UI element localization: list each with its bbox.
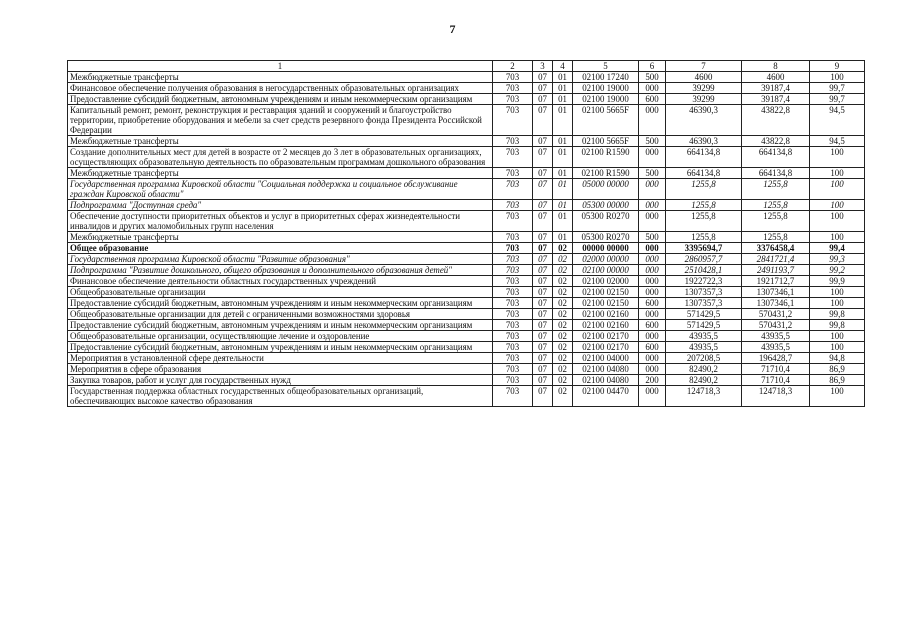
table-row bbox=[68, 243, 865, 254]
section-cell: 07 bbox=[533, 364, 553, 375]
ministry-code-cell: 703 bbox=[493, 83, 533, 94]
item-name-cell: Общеобразовательные организации, осуществляющие лечение и оздоровление bbox=[68, 331, 493, 342]
executed-amount-cell: 1255,8 bbox=[742, 200, 810, 211]
subsection-cell: 01 bbox=[553, 136, 573, 147]
executed-amount-cell: 43935,5 bbox=[742, 342, 810, 353]
target-article-cell: 02100 5665F bbox=[573, 105, 639, 136]
item-name-cell: Государственная поддержка областных государственных общеобразовательных организаций, обеспечивающих высокое качество образования bbox=[68, 386, 493, 407]
subsection-cell: 02 bbox=[553, 265, 573, 276]
expense-type-cell: 000 bbox=[639, 309, 666, 320]
planned-amount-cell: 571429,5 bbox=[666, 320, 742, 331]
item-name-cell: Предоставление субсидий бюджетным, автономным учреждениям и иным некоммерческим организациям bbox=[68, 342, 493, 353]
planned-amount-cell: 46390,3 bbox=[666, 105, 742, 136]
item-name-cell: Общеобразовательные организации bbox=[68, 287, 493, 298]
executed-amount-cell: 39187,4 bbox=[742, 94, 810, 105]
expense-type-cell: 000 bbox=[639, 386, 666, 407]
executed-amount-cell: 39187,4 bbox=[742, 83, 810, 94]
execution-percent-cell: 99,3 bbox=[810, 254, 865, 265]
header-cell: 8 bbox=[742, 61, 810, 72]
target-article-cell: 02100 02150 bbox=[573, 287, 639, 298]
planned-amount-cell: 664134,8 bbox=[666, 168, 742, 179]
item-name-cell: Мероприятия в установленной сфере деятельности bbox=[68, 353, 493, 364]
expense-type-cell: 500 bbox=[639, 168, 666, 179]
item-name-cell: Финансовое обеспечение деятельности областных государственных учреждений bbox=[68, 276, 493, 287]
item-name-cell: Предоставление субсидий бюджетным, автономным учреждениям и иным некоммерческим организациям bbox=[68, 94, 493, 105]
ministry-code-cell: 703 bbox=[493, 287, 533, 298]
execution-percent-cell: 100 bbox=[810, 200, 865, 211]
expense-type-cell: 000 bbox=[639, 243, 666, 254]
target-article-cell: 02100 19000 bbox=[573, 94, 639, 105]
section-cell: 07 bbox=[533, 342, 553, 353]
table-row bbox=[68, 136, 865, 147]
target-article-cell: 02100 R1590 bbox=[573, 168, 639, 179]
planned-amount-cell: 1922722,3 bbox=[666, 276, 742, 287]
table-row bbox=[68, 309, 865, 320]
section-cell: 07 bbox=[533, 200, 553, 211]
ministry-code-cell: 703 bbox=[493, 254, 533, 265]
subsection-cell: 01 bbox=[553, 168, 573, 179]
target-article-cell: 00000 00000 bbox=[573, 243, 639, 254]
table-row bbox=[68, 320, 865, 331]
subsection-cell: 02 bbox=[553, 287, 573, 298]
subsection-cell: 02 bbox=[553, 298, 573, 309]
header-cell: 1 bbox=[68, 61, 493, 72]
planned-amount-cell: 82490,2 bbox=[666, 364, 742, 375]
section-cell: 07 bbox=[533, 232, 553, 243]
executed-amount-cell: 1921712,7 bbox=[742, 276, 810, 287]
target-article-cell: 02100 04080 bbox=[573, 364, 639, 375]
section-cell: 07 bbox=[533, 375, 553, 386]
execution-percent-cell: 94,8 bbox=[810, 353, 865, 364]
execution-percent-cell: 100 bbox=[810, 342, 865, 353]
table-row bbox=[68, 364, 865, 375]
subsection-cell: 02 bbox=[553, 386, 573, 407]
target-article-cell: 02100 R1590 bbox=[573, 147, 639, 168]
subsection-cell: 02 bbox=[553, 353, 573, 364]
item-name-cell: Закупка товаров, работ и услуг для государственных нужд bbox=[68, 375, 493, 386]
expense-type-cell: 000 bbox=[639, 265, 666, 276]
planned-amount-cell: 124718,3 bbox=[666, 386, 742, 407]
executed-amount-cell: 2841721,4 bbox=[742, 254, 810, 265]
subsection-cell: 01 bbox=[553, 147, 573, 168]
budget-table bbox=[67, 60, 865, 407]
ministry-code-cell: 703 bbox=[493, 232, 533, 243]
item-name-cell: Предоставление субсидий бюджетным, автономным учреждениям и иным некоммерческим организациям bbox=[68, 298, 493, 309]
subsection-cell: 02 bbox=[553, 364, 573, 375]
executed-amount-cell: 664134,8 bbox=[742, 168, 810, 179]
item-name-cell: Межбюджетные трансферты bbox=[68, 136, 493, 147]
expense-type-cell: 000 bbox=[639, 287, 666, 298]
section-cell: 07 bbox=[533, 254, 553, 265]
target-article-cell: 02100 02160 bbox=[573, 309, 639, 320]
ministry-code-cell: 703 bbox=[493, 147, 533, 168]
planned-amount-cell: 1307357,3 bbox=[666, 287, 742, 298]
planned-amount-cell: 39299 bbox=[666, 83, 742, 94]
ministry-code-cell: 703 bbox=[493, 353, 533, 364]
table-row bbox=[68, 168, 865, 179]
ministry-code-cell: 703 bbox=[493, 386, 533, 407]
executed-amount-cell: 1255,8 bbox=[742, 211, 810, 232]
section-cell: 07 bbox=[533, 276, 553, 287]
execution-percent-cell: 99,7 bbox=[810, 83, 865, 94]
executed-amount-cell: 43935,5 bbox=[742, 331, 810, 342]
target-article-cell: 02100 17240 bbox=[573, 72, 639, 83]
planned-amount-cell: 1255,8 bbox=[666, 200, 742, 211]
item-name-cell: Общеобразовательные организации для детей с ограниченными возможностями здоровья bbox=[68, 309, 493, 320]
ministry-code-cell: 703 bbox=[493, 320, 533, 331]
execution-percent-cell: 99,8 bbox=[810, 320, 865, 331]
ministry-code-cell: 703 bbox=[493, 94, 533, 105]
table-row bbox=[68, 105, 865, 136]
executed-amount-cell: 71710,4 bbox=[742, 364, 810, 375]
expense-type-cell: 600 bbox=[639, 298, 666, 309]
planned-amount-cell: 1255,8 bbox=[666, 232, 742, 243]
table-row bbox=[68, 232, 865, 243]
target-article-cell: 05300 R0270 bbox=[573, 232, 639, 243]
planned-amount-cell: 1307357,3 bbox=[666, 298, 742, 309]
executed-amount-cell: 196428,7 bbox=[742, 353, 810, 364]
expense-type-cell: 000 bbox=[639, 179, 666, 200]
expense-type-cell: 600 bbox=[639, 342, 666, 353]
section-cell: 07 bbox=[533, 309, 553, 320]
table-row bbox=[68, 211, 865, 232]
subsection-cell: 02 bbox=[553, 276, 573, 287]
table-row bbox=[68, 72, 865, 83]
item-name-cell: Межбюджетные трансферты bbox=[68, 232, 493, 243]
section-cell: 07 bbox=[533, 265, 553, 276]
expense-type-cell: 500 bbox=[639, 136, 666, 147]
subsection-cell: 02 bbox=[553, 375, 573, 386]
item-name-cell: Обеспечение доступности приоритетных объектов и услуг в приоритетных сферах жизнедеятельности инвалидов и других маломобильных групп населения bbox=[68, 211, 493, 232]
page-number: 7 bbox=[449, 22, 456, 36]
section-cell: 07 bbox=[533, 147, 553, 168]
expense-type-cell: 000 bbox=[639, 147, 666, 168]
section-cell: 07 bbox=[533, 386, 553, 407]
table-row bbox=[68, 353, 865, 364]
planned-amount-cell: 1255,8 bbox=[666, 179, 742, 200]
expense-type-cell: 000 bbox=[639, 331, 666, 342]
section-cell: 07 bbox=[533, 72, 553, 83]
ministry-code-cell: 703 bbox=[493, 276, 533, 287]
planned-amount-cell: 571429,5 bbox=[666, 309, 742, 320]
executed-amount-cell: 1307346,1 bbox=[742, 287, 810, 298]
expense-type-cell: 600 bbox=[639, 320, 666, 331]
section-cell: 07 bbox=[533, 136, 553, 147]
header-cell: 9 bbox=[810, 61, 865, 72]
target-article-cell: 05300 R0270 bbox=[573, 211, 639, 232]
execution-percent-cell: 100 bbox=[810, 386, 865, 407]
expense-type-cell: 000 bbox=[639, 105, 666, 136]
item-name-cell: Межбюджетные трансферты bbox=[68, 168, 493, 179]
executed-amount-cell: 43822,8 bbox=[742, 105, 810, 136]
section-cell: 07 bbox=[533, 331, 553, 342]
item-name-cell: Общее образование bbox=[68, 243, 493, 254]
target-article-cell: 02100 5665F bbox=[573, 136, 639, 147]
target-article-cell: 02000 00000 bbox=[573, 254, 639, 265]
subsection-cell: 01 bbox=[553, 200, 573, 211]
table-row bbox=[68, 375, 865, 386]
ministry-code-cell: 703 bbox=[493, 136, 533, 147]
target-article-cell: 02100 04080 bbox=[573, 375, 639, 386]
ministry-code-cell: 703 bbox=[493, 265, 533, 276]
subsection-cell: 01 bbox=[553, 72, 573, 83]
section-cell: 07 bbox=[533, 320, 553, 331]
ministry-code-cell: 703 bbox=[493, 298, 533, 309]
header-cell: 6 bbox=[639, 61, 666, 72]
header-cell: 5 bbox=[573, 61, 639, 72]
subsection-cell: 01 bbox=[553, 211, 573, 232]
ministry-code-cell: 703 bbox=[493, 105, 533, 136]
executed-amount-cell: 1255,8 bbox=[742, 232, 810, 243]
executed-amount-cell: 570431,2 bbox=[742, 309, 810, 320]
section-cell: 07 bbox=[533, 243, 553, 254]
execution-percent-cell: 100 bbox=[810, 287, 865, 298]
expense-type-cell: 000 bbox=[639, 254, 666, 265]
expense-type-cell: 200 bbox=[639, 375, 666, 386]
header-cell: 2 bbox=[493, 61, 533, 72]
ministry-code-cell: 703 bbox=[493, 342, 533, 353]
section-cell: 07 bbox=[533, 179, 553, 200]
subsection-cell: 01 bbox=[553, 83, 573, 94]
section-cell: 07 bbox=[533, 287, 553, 298]
table-row bbox=[68, 147, 865, 168]
execution-percent-cell: 86,9 bbox=[810, 364, 865, 375]
header-cell: 4 bbox=[553, 61, 573, 72]
target-article-cell: 02100 04470 bbox=[573, 386, 639, 407]
ministry-code-cell: 703 bbox=[493, 375, 533, 386]
execution-percent-cell: 99,2 bbox=[810, 265, 865, 276]
expense-type-cell: 000 bbox=[639, 200, 666, 211]
expense-type-cell: 000 bbox=[639, 364, 666, 375]
section-cell: 07 bbox=[533, 353, 553, 364]
execution-percent-cell: 100 bbox=[810, 232, 865, 243]
executed-amount-cell: 3376458,4 bbox=[742, 243, 810, 254]
table-row bbox=[68, 94, 865, 105]
ministry-code-cell: 703 bbox=[493, 243, 533, 254]
table-row bbox=[68, 298, 865, 309]
subsection-cell: 02 bbox=[553, 243, 573, 254]
executed-amount-cell: 4600 bbox=[742, 72, 810, 83]
item-name-cell: Мероприятия в сфере образования bbox=[68, 364, 493, 375]
target-article-cell: 05300 00000 bbox=[573, 200, 639, 211]
section-cell: 07 bbox=[533, 105, 553, 136]
executed-amount-cell: 71710,4 bbox=[742, 375, 810, 386]
subsection-cell: 02 bbox=[553, 309, 573, 320]
execution-percent-cell: 100 bbox=[810, 72, 865, 83]
table-row bbox=[68, 265, 865, 276]
execution-percent-cell: 100 bbox=[810, 168, 865, 179]
planned-amount-cell: 2510428,1 bbox=[666, 265, 742, 276]
expense-type-cell: 600 bbox=[639, 94, 666, 105]
section-cell: 07 bbox=[533, 94, 553, 105]
planned-amount-cell: 207208,5 bbox=[666, 353, 742, 364]
execution-percent-cell: 94,5 bbox=[810, 136, 865, 147]
section-cell: 07 bbox=[533, 298, 553, 309]
table-row bbox=[68, 276, 865, 287]
target-article-cell: 02100 00000 bbox=[573, 265, 639, 276]
planned-amount-cell: 664134,8 bbox=[666, 147, 742, 168]
subsection-cell: 02 bbox=[553, 331, 573, 342]
planned-amount-cell: 3395694,7 bbox=[666, 243, 742, 254]
item-name-cell: Предоставление субсидий бюджетным, автономным учреждениям и иным некоммерческим организациям bbox=[68, 320, 493, 331]
ministry-code-cell: 703 bbox=[493, 72, 533, 83]
planned-amount-cell: 82490,2 bbox=[666, 375, 742, 386]
target-article-cell: 02100 02000 bbox=[573, 276, 639, 287]
item-name-cell: Подпрограмма "Развитие дошкольного, общего образования и дополнительного образования детей" bbox=[68, 265, 493, 276]
ministry-code-cell: 703 bbox=[493, 168, 533, 179]
executed-amount-cell: 1255,8 bbox=[742, 179, 810, 200]
planned-amount-cell: 4600 bbox=[666, 72, 742, 83]
target-article-cell: 02100 02160 bbox=[573, 320, 639, 331]
subsection-cell: 01 bbox=[553, 179, 573, 200]
table-row bbox=[68, 331, 865, 342]
ministry-code-cell: 703 bbox=[493, 309, 533, 320]
ministry-code-cell: 703 bbox=[493, 179, 533, 200]
subsection-cell: 02 bbox=[553, 342, 573, 353]
table-row bbox=[68, 179, 865, 200]
item-name-cell: Подпрограмма "Доступная среда" bbox=[68, 200, 493, 211]
item-name-cell: Межбюджетные трансферты bbox=[68, 72, 493, 83]
section-cell: 07 bbox=[533, 83, 553, 94]
header-cell: 7 bbox=[666, 61, 742, 72]
target-article-cell: 02100 19000 bbox=[573, 83, 639, 94]
planned-amount-cell: 46390,3 bbox=[666, 136, 742, 147]
execution-percent-cell: 100 bbox=[810, 331, 865, 342]
execution-percent-cell: 99,8 bbox=[810, 309, 865, 320]
execution-percent-cell: 99,7 bbox=[810, 94, 865, 105]
expense-type-cell: 000 bbox=[639, 353, 666, 364]
execution-percent-cell: 99,9 bbox=[810, 276, 865, 287]
expense-type-cell: 500 bbox=[639, 72, 666, 83]
planned-amount-cell: 43935,5 bbox=[666, 331, 742, 342]
item-name-cell: Финансовое обеспечение получения образования в негосударственных образовательных организациях bbox=[68, 83, 493, 94]
expense-type-cell: 000 bbox=[639, 83, 666, 94]
execution-percent-cell: 100 bbox=[810, 147, 865, 168]
header-cell: 3 bbox=[533, 61, 553, 72]
executed-amount-cell: 2491193,7 bbox=[742, 265, 810, 276]
target-article-cell: 02100 04000 bbox=[573, 353, 639, 364]
expense-type-cell: 500 bbox=[639, 232, 666, 243]
subsection-cell: 01 bbox=[553, 232, 573, 243]
execution-percent-cell: 100 bbox=[810, 298, 865, 309]
target-article-cell: 05000 00000 bbox=[573, 179, 639, 200]
table-row bbox=[68, 386, 865, 407]
subsection-cell: 02 bbox=[553, 254, 573, 265]
execution-percent-cell: 100 bbox=[810, 211, 865, 232]
table-row bbox=[68, 342, 865, 353]
planned-amount-cell: 2860957,7 bbox=[666, 254, 742, 265]
executed-amount-cell: 570431,2 bbox=[742, 320, 810, 331]
ministry-code-cell: 703 bbox=[493, 364, 533, 375]
execution-percent-cell: 99,4 bbox=[810, 243, 865, 254]
expense-type-cell: 000 bbox=[639, 211, 666, 232]
item-name-cell: Государственная программа Кировской области "Развитие образования" bbox=[68, 254, 493, 265]
ministry-code-cell: 703 bbox=[493, 331, 533, 342]
table-row bbox=[68, 200, 865, 211]
executed-amount-cell: 664134,8 bbox=[742, 147, 810, 168]
execution-percent-cell: 86,9 bbox=[810, 375, 865, 386]
section-cell: 07 bbox=[533, 168, 553, 179]
executed-amount-cell: 124718,3 bbox=[742, 386, 810, 407]
table-row bbox=[68, 287, 865, 298]
table-row bbox=[68, 254, 865, 265]
subsection-cell: 02 bbox=[553, 320, 573, 331]
item-name-cell: Государственная программа Кировской области "Социальная поддержка и социальное обслуживание граждан Кировской области" bbox=[68, 179, 493, 200]
item-name-cell: Создание дополнительных мест для детей в возрасте от 2 месяцев до 3 лет в образовательных организациях, осуществляющих образовательную деятельность по образовательным программам дошкольного образования bbox=[68, 147, 493, 168]
section-cell: 07 bbox=[533, 211, 553, 232]
target-article-cell: 02100 02170 bbox=[573, 342, 639, 353]
execution-percent-cell: 94,5 bbox=[810, 105, 865, 136]
execution-percent-cell: 100 bbox=[810, 179, 865, 200]
target-article-cell: 02100 02150 bbox=[573, 298, 639, 309]
planned-amount-cell: 39299 bbox=[666, 94, 742, 105]
planned-amount-cell: 1255,8 bbox=[666, 211, 742, 232]
item-name-cell: Капитальный ремонт, ремонт, реконструкция и реставрация зданий и сооружений и благоустройство территории, приобретение оборудования и мебели за счет средств резервного фонда Президента Российской Федерации bbox=[68, 105, 493, 136]
executed-amount-cell: 43822,8 bbox=[742, 136, 810, 147]
expense-type-cell: 000 bbox=[639, 276, 666, 287]
executed-amount-cell: 1307346,1 bbox=[742, 298, 810, 309]
planned-amount-cell: 43935,5 bbox=[666, 342, 742, 353]
table-row bbox=[68, 83, 865, 94]
subsection-cell: 01 bbox=[553, 105, 573, 136]
ministry-code-cell: 703 bbox=[493, 200, 533, 211]
table-header-row bbox=[68, 61, 865, 72]
ministry-code-cell: 703 bbox=[493, 211, 533, 232]
subsection-cell: 01 bbox=[553, 94, 573, 105]
target-article-cell: 02100 02170 bbox=[573, 331, 639, 342]
